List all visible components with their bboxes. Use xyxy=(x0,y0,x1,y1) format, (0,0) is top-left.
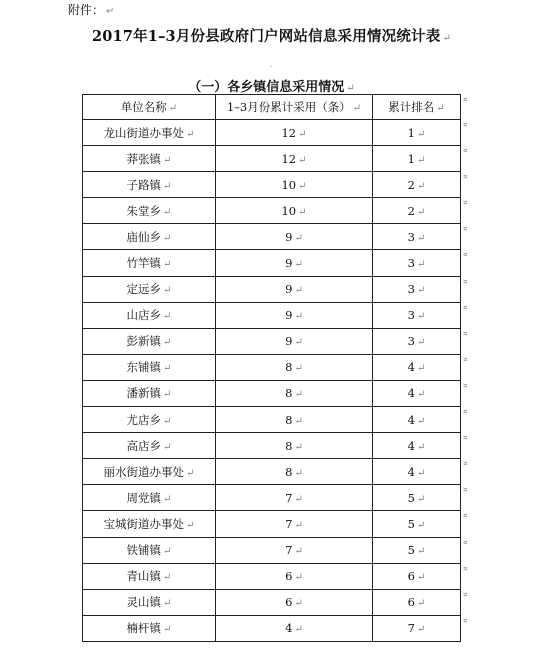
paragraph-dot: . xyxy=(270,61,273,69)
paragraph-mark: ↵ xyxy=(163,285,172,297)
adopted-count-cell: 8 ↵ xyxy=(216,407,373,433)
paragraph-mark: ↵ xyxy=(416,128,426,140)
table-row xyxy=(83,198,461,224)
paragraph-mark: ↵ xyxy=(294,598,303,610)
paragraph-mark: ↵ xyxy=(416,180,426,192)
rank-cell: 3 ↵ xyxy=(373,302,461,328)
adopted-count-cell: 6 ↵ xyxy=(216,589,373,615)
adopted-count-cell: 10 ↵ xyxy=(216,172,373,198)
rank-cell: 4 ↵ xyxy=(373,407,461,433)
adopted-count-cell: 9 ↵ xyxy=(216,250,373,276)
table-row xyxy=(83,328,461,354)
paragraph-mark: ↵ xyxy=(416,467,426,479)
unit-name-cell: 定远乡 ↵ xyxy=(83,276,216,302)
table-row xyxy=(83,276,461,302)
row-end-mark: ¤ xyxy=(463,486,468,494)
statistics-table xyxy=(82,94,461,642)
paragraph-mark: ↵ xyxy=(416,311,426,323)
paragraph-mark: ↵ xyxy=(416,519,426,531)
row-end-mark: ¤ xyxy=(463,173,468,181)
paragraph-mark: ↵ xyxy=(294,285,303,297)
row-end-mark: ¤ xyxy=(463,434,468,442)
row-end-mark: ¤ xyxy=(463,382,468,390)
column-header: 单位名称 ↵ xyxy=(83,95,216,120)
table-header-row xyxy=(83,95,461,120)
table-row xyxy=(83,615,461,641)
row-end-mark: ¤ xyxy=(463,565,468,573)
paragraph-mark: ↵ xyxy=(163,441,172,453)
table-row xyxy=(83,146,461,172)
paragraph-mark: ↵ xyxy=(163,259,172,271)
paragraph-mark: ↵ xyxy=(163,624,172,636)
row-end-mark: ¤ xyxy=(463,251,468,259)
paragraph-mark: ↵ xyxy=(298,206,307,218)
row-end-mark: ¤ xyxy=(463,617,468,625)
unit-name-cell: 莽张镇 ↵ xyxy=(83,146,216,172)
paragraph-mark: ↵ xyxy=(436,103,445,114)
rank-cell: 4 ↵ xyxy=(373,380,461,406)
unit-name-cell: 东铺镇 ↵ xyxy=(83,354,216,380)
adopted-count-cell: 8 ↵ xyxy=(216,380,373,406)
table-row xyxy=(83,537,461,563)
table-body xyxy=(83,120,461,642)
adopted-count-cell: 7 ↵ xyxy=(216,537,373,563)
paragraph-mark: ↵ xyxy=(294,441,303,453)
unit-name-cell: 朱堂乡 ↵ xyxy=(83,198,216,224)
paragraph-mark: ↵ xyxy=(294,259,303,271)
paragraph-mark: ↵ xyxy=(416,154,426,166)
paragraph-mark: ↵ xyxy=(163,311,172,323)
table-row xyxy=(83,407,461,433)
adopted-count-cell: 9 ↵ xyxy=(216,302,373,328)
paragraph-mark: ↵ xyxy=(294,467,303,479)
rank-cell: 4 ↵ xyxy=(373,433,461,459)
row-end-mark: ¤ xyxy=(463,96,468,104)
rank-cell: 1 ↵ xyxy=(373,120,461,146)
table-row xyxy=(83,485,461,511)
unit-name-cell: 高店乡 ↵ xyxy=(83,433,216,459)
adopted-count-cell: 6 ↵ xyxy=(216,563,373,589)
table-row xyxy=(83,433,461,459)
paragraph-mark: ↵ xyxy=(416,546,426,558)
paragraph-mark: ↵ xyxy=(163,493,172,505)
unit-name-cell: 灵山镇 ↵ xyxy=(83,589,216,615)
rank-cell: 6 ↵ xyxy=(373,589,461,615)
table-row xyxy=(83,354,461,380)
unit-name-cell: 竹竿镇 ↵ xyxy=(83,250,216,276)
paragraph-mark: ↵ xyxy=(163,363,172,375)
rank-cell: 2 ↵ xyxy=(373,172,461,198)
row-end-mark: ¤ xyxy=(463,199,468,207)
adopted-count-cell: 12 ↵ xyxy=(216,120,373,146)
rank-cell: 3 ↵ xyxy=(373,250,461,276)
paragraph-mark: ↵ xyxy=(294,363,303,375)
column-header: 1–3月份累计采用（条） ↵ xyxy=(216,95,373,120)
paragraph-mark: ↵ xyxy=(294,624,303,636)
paragraph-mark: ↵ xyxy=(294,389,303,401)
row-end-mark: ¤ xyxy=(463,591,468,599)
paragraph-mark: ↵ xyxy=(168,103,178,114)
paragraph-mark: ↵ xyxy=(416,285,426,297)
rank-cell: 3 ↵ xyxy=(373,224,461,250)
rank-cell: 3 ↵ xyxy=(373,328,461,354)
adopted-count-cell: 10 ↵ xyxy=(216,198,373,224)
unit-name-cell: 彭新镇 ↵ xyxy=(83,328,216,354)
adopted-count-cell: 9 ↵ xyxy=(216,276,373,302)
unit-name-cell: 尤店乡 ↵ xyxy=(83,407,216,433)
paragraph-mark: ↵ xyxy=(163,337,172,349)
row-end-mark: ¤ xyxy=(463,278,468,286)
table-row xyxy=(83,511,461,537)
table-row xyxy=(83,224,461,250)
table-row xyxy=(83,380,461,406)
unit-name-cell: 铁铺镇 ↵ xyxy=(83,537,216,563)
paragraph-mark: ↵ xyxy=(294,232,303,244)
paragraph-mark: ↵ xyxy=(416,259,426,271)
adopted-count-cell: 7 ↵ xyxy=(216,511,373,537)
adopted-count-cell: 8 ↵ xyxy=(216,354,373,380)
paragraph-mark: ↵ xyxy=(294,337,303,349)
paragraph-mark: ↵ xyxy=(294,572,303,584)
unit-name-cell: 山店乡 ↵ xyxy=(83,302,216,328)
paragraph-mark: ↵ xyxy=(416,598,426,610)
row-end-mark: ¤ xyxy=(463,225,468,233)
section-subtitle: （一）各乡镇信息采用情况 ↵ xyxy=(188,80,355,95)
table-row xyxy=(83,589,461,615)
paragraph-mark: ↵ xyxy=(186,128,195,140)
table-row xyxy=(83,120,461,146)
table-row xyxy=(83,563,461,589)
paragraph-mark: ↵ xyxy=(294,546,303,558)
paragraph-mark: ↵ xyxy=(416,572,426,584)
unit-name-cell: 丽水街道办事处 ↵ xyxy=(83,459,216,485)
row-end-mark: ¤ xyxy=(463,512,468,520)
row-end-mark: ¤ xyxy=(463,356,468,364)
rank-cell: 5 ↵ xyxy=(373,485,461,511)
paragraph-mark: ↵ xyxy=(294,519,303,531)
row-end-mark: ¤ xyxy=(463,147,468,155)
paragraph-mark: ↵ xyxy=(186,467,195,479)
column-header: 累计排名 ↵ xyxy=(373,95,461,120)
adopted-count-cell: 8 ↵ xyxy=(216,433,373,459)
paragraph-mark: ↵ xyxy=(352,103,362,114)
row-end-mark: ¤ xyxy=(463,304,468,312)
table-row xyxy=(83,172,461,198)
rank-cell: 4 ↵ xyxy=(373,459,461,485)
table-row xyxy=(83,459,461,485)
table-row xyxy=(83,302,461,328)
unit-name-cell: 潘新镇 ↵ xyxy=(83,380,216,406)
unit-name-cell: 青山镇 ↵ xyxy=(83,563,216,589)
paragraph-mark: ↵ xyxy=(416,206,426,218)
paragraph-mark: ↵ xyxy=(298,180,307,192)
rank-cell: 5 ↵ xyxy=(373,537,461,563)
paragraph-mark: ↵ xyxy=(298,154,307,166)
paragraph-mark: ↵ xyxy=(416,624,426,636)
paragraph-mark: ↵ xyxy=(416,415,426,427)
rank-cell: 2 ↵ xyxy=(373,198,461,224)
rank-cell: 1 ↵ xyxy=(373,146,461,172)
paragraph-mark: ↵ xyxy=(416,232,426,244)
paragraph-mark: ↵ xyxy=(163,572,172,584)
paragraph-mark: ↵ xyxy=(298,128,307,140)
row-end-mark: ¤ xyxy=(463,408,468,416)
rank-cell: 3 ↵ xyxy=(373,276,461,302)
paragraph-mark: ↵ xyxy=(163,546,172,558)
document-title: 2017年1–3月份县政府门户网站信息采用情况统计表 ↵ xyxy=(91,28,452,45)
unit-name-cell: 龙山街道办事处 ↵ xyxy=(83,120,216,146)
row-end-mark: ¤ xyxy=(463,121,468,129)
adopted-count-cell: 7 ↵ xyxy=(216,485,373,511)
adopted-count-cell: 9 ↵ xyxy=(216,224,373,250)
paragraph-mark: ↵ xyxy=(163,598,172,610)
unit-name-cell: 宝城街道办事处 ↵ xyxy=(83,511,216,537)
paragraph-mark: ↵ xyxy=(416,493,426,505)
rank-cell: 7 ↵ xyxy=(373,615,461,641)
paragraph-mark: ↵ xyxy=(163,232,172,244)
adopted-count-cell: 4 ↵ xyxy=(216,615,373,641)
adopted-count-cell: 12 ↵ xyxy=(216,146,373,172)
paragraph-mark: ↵ xyxy=(416,337,426,349)
row-end-mark: ¤ xyxy=(463,539,468,547)
paragraph-mark: ↵ xyxy=(294,311,303,323)
unit-name-cell: 周党镇 ↵ xyxy=(83,485,216,511)
paragraph-mark: ↵ xyxy=(416,363,426,375)
paragraph-mark: ↵ xyxy=(163,389,172,401)
row-end-mark: ¤ xyxy=(463,330,468,338)
unit-name-cell: 楠杆镇 ↵ xyxy=(83,615,216,641)
unit-name-cell: 子路镇 ↵ xyxy=(83,172,216,198)
paragraph-mark: ↵ xyxy=(416,441,426,453)
paragraph-mark: ↵ xyxy=(294,493,303,505)
rank-cell: 4 ↵ xyxy=(373,354,461,380)
adopted-count-cell: 9 ↵ xyxy=(216,328,373,354)
unit-name-cell: 庙仙乡 ↵ xyxy=(83,224,216,250)
rank-cell: 6 ↵ xyxy=(373,563,461,589)
paragraph-mark: ↵ xyxy=(294,415,303,427)
paragraph-mark: ↵ xyxy=(186,519,195,531)
attachment-label: 附件： ↵ xyxy=(68,3,115,17)
paragraph-mark: ↵ xyxy=(163,206,172,218)
adopted-count-cell: 8 ↵ xyxy=(216,459,373,485)
table-row xyxy=(83,250,461,276)
paragraph-mark: ↵ xyxy=(163,154,172,166)
paragraph-mark: ↵ xyxy=(163,180,172,192)
paragraph-mark: ↵ xyxy=(416,389,426,401)
paragraph-mark: ↵ xyxy=(163,415,172,427)
rank-cell: 5 ↵ xyxy=(373,511,461,537)
row-end-mark: ¤ xyxy=(463,460,468,468)
